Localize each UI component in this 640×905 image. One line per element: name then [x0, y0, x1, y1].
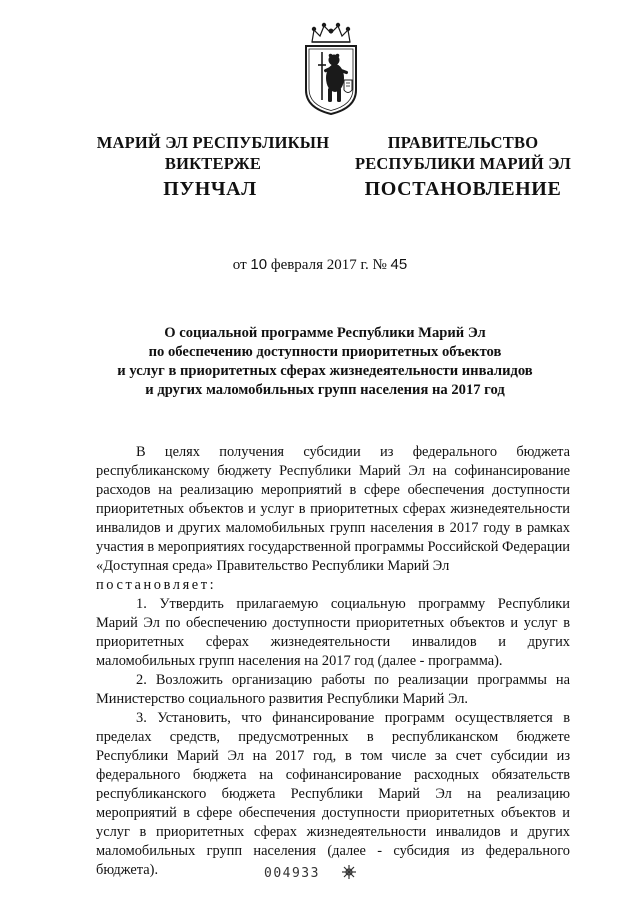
header-left-line1: МАРИЙ ЭЛ РЕСПУБЛИКЫН: [96, 133, 330, 152]
document-body: [96, 443, 570, 880]
doc-type-russian: ПОСТАНОВЛЕНИЕ: [364, 178, 562, 200]
preamble-paragraph: В целях получения субсидии из федерального бюджета республиканскому бюджету Республики Марий Эл на софинансирование расходов на реализацию мероприятий в сфере обеспечения доступности приоритетных объектов и услуг в приоритетных сферах жизнедеятельности инвалидов и других маломобильных групп населения в 2017 году в рамках участия в мероприятиях государственной программы Российской Федерации «Доступная среда» Правительство Республики Марий Эл: [96, 444, 571, 574]
date-prefix: от: [232, 257, 247, 273]
title-line: и других маломобильных групп населения на 2017 год: [145, 382, 505, 398]
title-line: О социальной программе Республики Марий Эл: [164, 325, 486, 341]
date-month-year: февраля 2017 г. №: [270, 257, 387, 273]
date-day: 10: [250, 256, 268, 273]
document-number: 45: [390, 256, 408, 273]
document-title: [80, 324, 570, 400]
doc-type-mari: ПУНЧАЛ: [163, 178, 257, 200]
serial-number: 004933: [264, 866, 320, 881]
header-left-line2: ВИКТЕРЖЕ: [164, 154, 262, 173]
title-line: и услуг в приоритетных сферах жизнедеятельности инвалидов: [117, 363, 533, 379]
coat-of-arms-icon: [300, 20, 362, 116]
document-date-line: [0, 256, 640, 274]
header-right-line1: ПРАВИТЕЛЬСТВО: [387, 133, 539, 152]
item-2-paragraph: 2. Возложить организацию работы по реализации программы на Министерство социального развития Республики Марий Эл.: [96, 672, 570, 707]
header-right-block: [348, 132, 578, 174]
header-right-line2: РЕСПУБЛИКИ МАРИЙ ЭЛ: [354, 154, 572, 173]
decree-word: постановляет:: [96, 577, 217, 593]
asterisk-ornament-icon: [340, 863, 358, 881]
header-left-block: [88, 132, 338, 174]
item-1-paragraph: 1. Утвердить прилагаемую социальную программу Республики Марий Эл по обеспечению доступности приоритетных объектов и услуг в приоритетных сферах жизнедеятельности инвалидов и других маломобильных групп населения на 2017 год (далее - программа).: [96, 596, 570, 669]
title-line: по обеспечению доступности приоритетных объектов: [148, 344, 502, 360]
item-3-paragraph: 3. Установить, что финансирование программ осуществляется в пределах средств, предусмотренных в республиканском бюджете Республики Марий Эл на 2017 год, в том числе за счет субсидии из федерального бюджета на софинансирование расходных обязательств республиканского бюджета Республики Марий Эл на реализацию мероприятий в сфере обеспечения доступности приоритетных объектов и услуг в приоритетных сферах жизнедеятельности инвалидов и других маломобильных групп населения (далее - субсидия из федерального бюджета).: [96, 710, 570, 878]
